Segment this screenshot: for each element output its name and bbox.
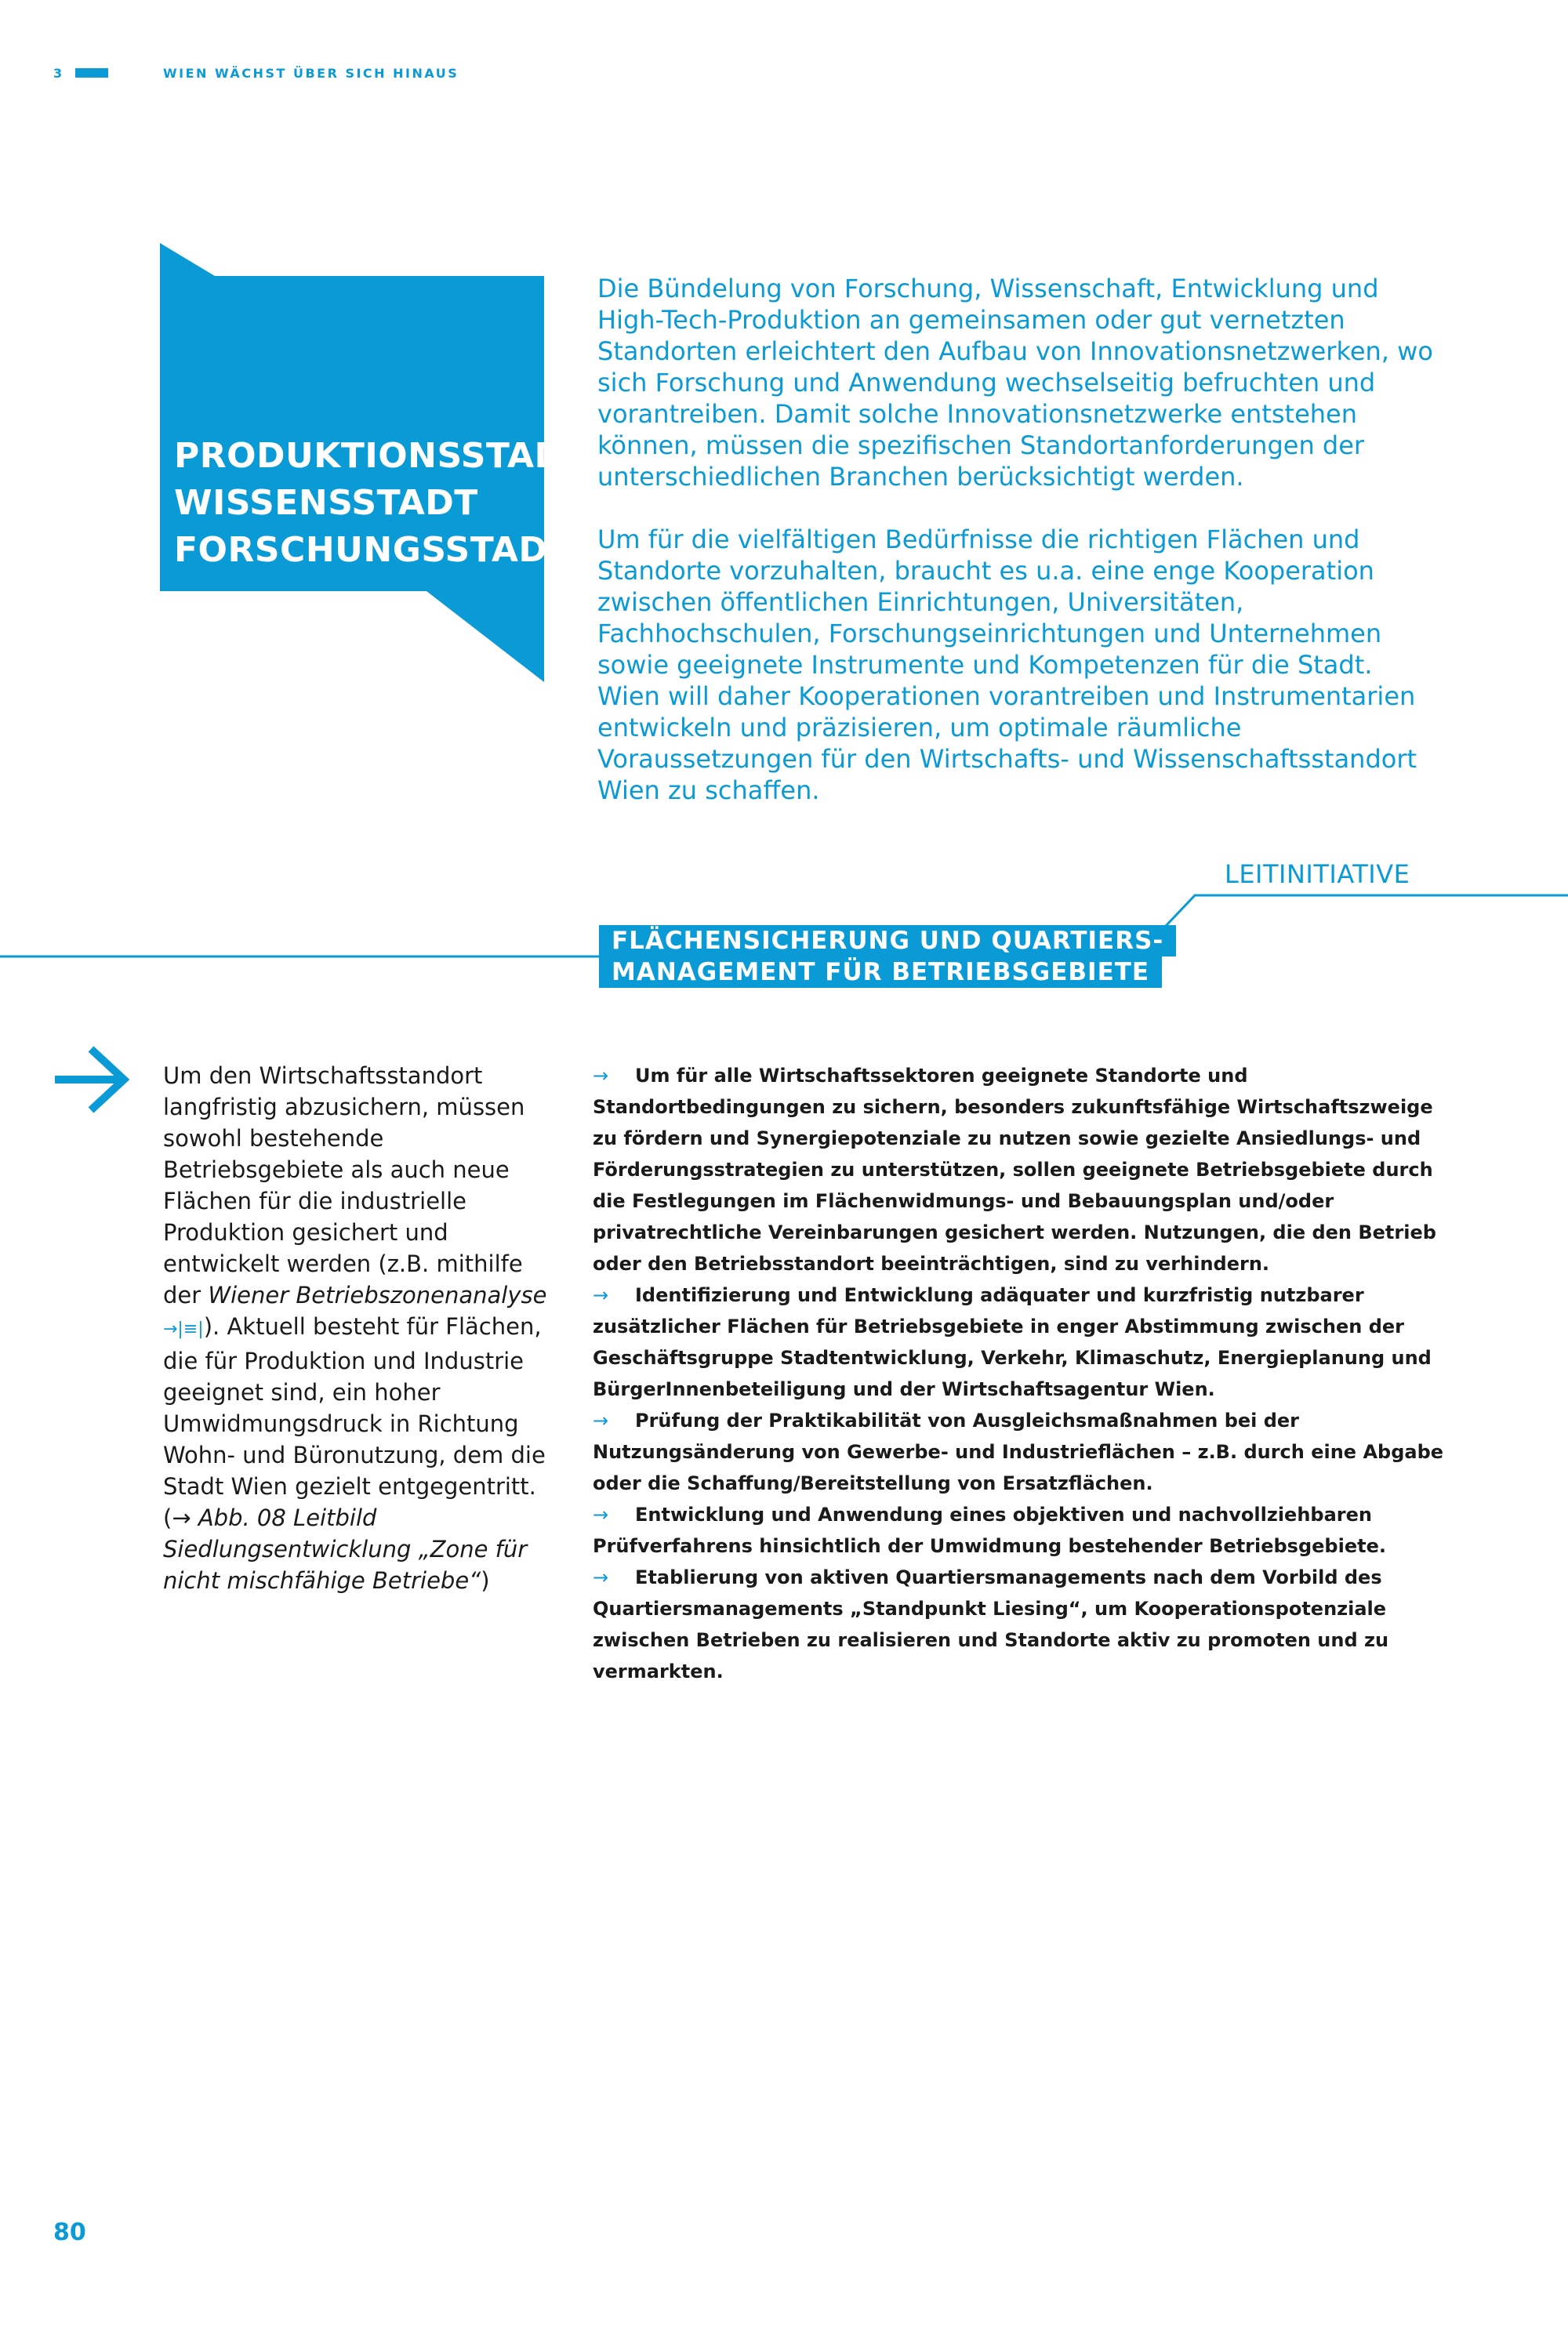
list-item-text: Prüfung der Praktikabilität von Ausgleichsmaßnahmen bei der Nutzungsänderung von Gewerbe- und Industrieflächen – z.B. durch eine Abgabe oder die Schaffung/Bereitstellung von Ersatzflächen. bbox=[593, 1410, 1444, 1494]
left-text-c: ) bbox=[481, 1567, 490, 1594]
chapter-number: 3 bbox=[53, 66, 64, 81]
leitinitiative-title-line: FLÄCHENSICHERUNG UND QUARTIERS- bbox=[599, 925, 1176, 956]
intro-text bbox=[597, 273, 1436, 806]
list-item-text: Etablierung von aktiven Quartiersmanagements nach dem Vorbild des Quartiersmanagements „Standpunkt Liesing“, um Kooperationspotenziale zwischen Betrieben zu realisieren und Standorte aktiv zu promoten und zu vermarkten. bbox=[593, 1566, 1389, 1682]
section-title bbox=[174, 433, 588, 574]
left-column-text bbox=[163, 1060, 555, 1596]
reference-list-icon: →|≡| bbox=[163, 1319, 204, 1339]
section-title-line: FORSCHUNGSSTADT bbox=[174, 530, 572, 570]
list-item bbox=[593, 1060, 1447, 1279]
leitinitiative-title-line: MANAGEMENT FÜR BETRIEBSGEBIETE bbox=[599, 956, 1162, 988]
measures-list bbox=[593, 1060, 1447, 1687]
intro-paragraph: Die Bündelung von Forschung, Wissenschaft, Entwicklung und High-Tech-Produktion an gemeinsamen oder gut vernetzten Standorten erleichtert den Aufbau von Innovationsnetzwerken, wo sich Forschung und Anwendung wechselseitig befruchten und vorantreiben. Damit solche Innovationsnetzwerke entstehen können, müssen die spezifischen Standortanforderungen der unterschiedlichen Branchen berücksichtigt werden. bbox=[597, 274, 1433, 492]
section-title-line: WISSENSSTADT bbox=[174, 483, 478, 523]
leitinitiative-label: LEITINITIATIVE bbox=[1225, 859, 1410, 889]
intro-paragraph: Um für die vielfältigen Bedürfnisse die richtigen Flächen und Standorte vorzuhalten, braucht es u.a. eine enge Kooperation zwischen öffentlichen Einrichtungen, Universitäten, Fachhochschulen, Forschungseinrichtungen und Unternehmen sowie geeignete Instrumente und Kompetenzen für die Stadt. Wien will daher Kooperationen vorantreiben und Instrumentarien entwickeln und präzisieren, um optimale räumliche Voraussetzungen für den Wirtschafts- und Wissenschaftsstandort Wien zu schaffen. bbox=[597, 524, 1417, 805]
running-head: WIEN WÄCHST ÜBER SICH HINAUS bbox=[163, 66, 459, 81]
list-item bbox=[593, 1499, 1447, 1562]
left-text-b-italic: Abb. 08 Leitbild Siedlungsentwicklung „Zone für nicht mischfähige Betriebe“ bbox=[163, 1504, 528, 1594]
arrow-right-icon: → bbox=[593, 1065, 609, 1087]
arrow-right-icon: → bbox=[593, 1410, 609, 1432]
arrow-right-icon bbox=[50, 1044, 132, 1115]
list-item bbox=[593, 1562, 1447, 1687]
section-title-line: PRODUKTIONSSTADT bbox=[174, 436, 588, 476]
leitinitiative-title bbox=[599, 925, 1176, 988]
page-number: 80 bbox=[53, 2219, 86, 2246]
list-item-text: Entwicklung und Anwendung eines objektiven und nachvollziehbaren Prüfverfahrens hinsichtlich der Umwidmung bestehender Betriebsgebiete. bbox=[593, 1504, 1386, 1557]
left-text-b: ). Aktuell besteht für Flächen, die für Produktion und Industrie geeignet sind, ein hoher Umwidmungsdruck in Richtung Wohn- und Büronutzung, dem die Stadt Wien gezielt entgegentritt. (→ bbox=[163, 1313, 546, 1531]
list-item-text: Identifizierung und Entwicklung adäquater und kurzfristig nutzbarer zusätzlicher Flächen für Betriebsgebiete in enger Abstimmung zwischen der Geschäftsgruppe Stadtentwicklung, Verkehr, Klimaschutz, Energieplanung und BürgerInnenbeteiligung und der Wirtschaftsagentur Wien. bbox=[593, 1284, 1432, 1400]
list-item-text: Um für alle Wirtschaftssektoren geeignete Standorte und Standortbedingungen zu sichern, besonders zukunftsfähige Wirtschaftszweige zu fördern und Synergiepotenziale zu nutzen sowie gezielte Ansiedlungs- und Förderungsstrategien zu unterstützen, sollen geeignete Betriebsgebiete durch die Festlegungen im Flächenwidmungs- und Bebauungsplan und/oder privatrechtliche Vereinbarungen gesichert werden. Nutzungen, die den Betrieb oder den Betriebsstandort beeinträchtigen, sind zu verhindern. bbox=[593, 1065, 1436, 1275]
left-text-a: Um den Wirtschaftsstandort langfristig abzusichern, müssen sowohl bestehende Betriebsgebiete als auch neue Flächen für die industrielle Produktion gesichert und entwickelt werden (z.B. mithilfe der bbox=[163, 1062, 525, 1308]
list-item bbox=[593, 1405, 1447, 1499]
arrow-right-icon: → bbox=[593, 1504, 609, 1526]
arrow-right-icon: → bbox=[593, 1284, 609, 1306]
left-text-a-italic: Wiener Betriebszonenanalyse bbox=[208, 1282, 547, 1308]
list-item bbox=[593, 1279, 1447, 1405]
arrow-right-icon: → bbox=[593, 1566, 609, 1588]
chapter-marker-bar bbox=[75, 68, 108, 78]
